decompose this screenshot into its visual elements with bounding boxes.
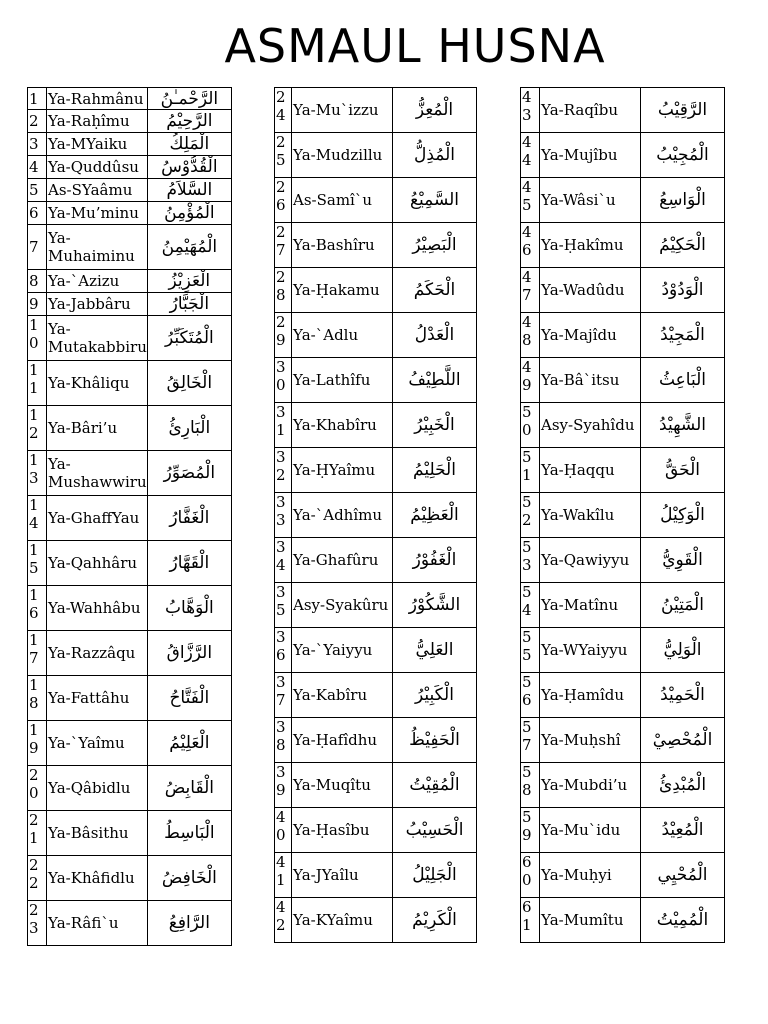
name-number: 28 [275,268,292,313]
table-row [521,133,725,178]
name-arabic: الْقَوِيُّ [641,538,725,583]
name-latin: Ya-Muḥyi [540,853,641,898]
name-arabic: الْحَسِيْبُ [393,808,477,853]
name-latin: Ya-Wâsi`u [540,178,641,223]
table-row [28,451,232,496]
name-latin: Ya-Ḥakîmu [540,223,641,268]
names-table-1 [27,87,232,946]
name-arabic: الشَّكُوْرُ [393,583,477,628]
name-arabic: الْمُقِيْتُ [393,763,477,808]
name-number: 1 [28,88,47,110]
name-number: 35 [275,583,292,628]
name-latin: Ya-Wahhâbu [47,586,148,631]
name-arabic: الْمُحْصِيْ [641,718,725,763]
name-number: 56 [521,673,540,718]
name-arabic: الْبَاسِطُ [147,811,231,856]
name-number: 12 [28,406,47,451]
name-number: 54 [521,583,540,628]
name-number: 18 [28,676,47,721]
name-number: 27 [275,223,292,268]
name-number: 48 [521,313,540,358]
name-arabic: الرَّافِعُ [147,901,231,946]
name-arabic: الْمَتِيْنُ [641,583,725,628]
name-latin: Ya-Wakîlu [540,493,641,538]
table-row [28,133,232,156]
name-latin: Ya-Bâ`itsu [540,358,641,403]
table-row [275,583,477,628]
name-arabic: الْوَهَّابُ [147,586,231,631]
name-arabic: الْجَلِيْلُ [393,853,477,898]
name-number: 52 [521,493,540,538]
name-number: 11 [28,361,47,406]
name-latin: Ya-Rahmânu [47,88,148,110]
name-arabic: الْمُحْيِي [641,853,725,898]
table-row [275,808,477,853]
table-row [521,538,725,583]
name-latin: Asy-Syakûru [292,583,393,628]
name-latin: Ya-Khâfidlu [47,856,148,901]
name-number: 58 [521,763,540,808]
table-row [275,358,477,403]
name-arabic: الْعَدْلُ [393,313,477,358]
name-latin: Ya-Bâri’u [47,406,148,451]
name-number: 31 [275,403,292,448]
name-number: 44 [521,133,540,178]
name-latin: Ya-Ḥafîdhu [292,718,393,763]
name-arabic: الْبَارِئُ [147,406,231,451]
name-number: 41 [275,853,292,898]
name-latin: Ya-Razzâqu [47,631,148,676]
table-row [28,361,232,406]
name-latin: Ya-Jabbâru [47,293,148,316]
name-arabic: الْكَرِيْمُ [393,898,477,943]
name-number: 37 [275,673,292,718]
name-number: 29 [275,313,292,358]
name-number: 55 [521,628,540,673]
name-number: 6 [28,202,47,225]
name-latin: Ya-`Adhîmu [292,493,393,538]
name-latin: Ya-Matînu [540,583,641,628]
name-latin: Ya-Ḥakamu [292,268,393,313]
name-latin: Ya-`Yaiyyu [292,628,393,673]
name-number: 5 [28,179,47,202]
name-arabic: الْقَهَّارُ [147,541,231,586]
table-row [28,676,232,721]
table-row [521,763,725,808]
table-row [275,898,477,943]
table-row [521,88,725,133]
name-arabic: الْمُتَكَبِّرُ [147,316,231,361]
name-number: 34 [275,538,292,583]
name-arabic: الْبَاعِثُ [641,358,725,403]
name-arabic: الْخَافِضُ [147,856,231,901]
name-number: 61 [521,898,540,943]
table-row [28,721,232,766]
name-number: 26 [275,178,292,223]
table-row [521,358,725,403]
name-arabic: الْمَلِكُ [147,133,231,156]
table-row [28,225,232,270]
name-arabic: الْكَبِيْرُ [393,673,477,718]
name-arabic: السَّلاَمُ [147,179,231,202]
table-row [28,88,232,110]
name-arabic: الشَّهِيْدُ [641,403,725,448]
name-latin: Ya-Mudzillu [292,133,393,178]
name-number: 42 [275,898,292,943]
table-row [521,223,725,268]
table-row [28,270,232,293]
name-latin: As-SYaâmu [47,179,148,202]
name-latin: Ya-ḤYaîmu [292,448,393,493]
name-latin: Ya-Lathîfu [292,358,393,403]
name-number: 50 [521,403,540,448]
name-number: 2 [28,110,47,133]
table-row [28,156,232,179]
name-number: 46 [521,223,540,268]
names-table-3 [520,87,725,943]
table-row [275,673,477,718]
table-row [28,316,232,361]
name-arabic: الْغَفَّارُ [147,496,231,541]
name-number: 51 [521,448,540,493]
table-row [28,202,232,225]
name-arabic: الْمُعِيْدُ [641,808,725,853]
name-number: 3 [28,133,47,156]
table-row [28,901,232,946]
name-arabic: الرَّقِيْبُ [641,88,725,133]
table-row [521,718,725,763]
name-latin: Ya-Ḥamîdu [540,673,641,718]
name-latin: Ya-Muqîtu [292,763,393,808]
table-row [275,313,477,358]
name-arabic: الْمُؤْمِنُ [147,202,231,225]
name-latin: Ya-Raḥîmu [47,110,148,133]
name-arabic: العَلِيُّ [393,628,477,673]
name-number: 20 [28,766,47,811]
table-row [275,448,477,493]
name-arabic: الْوَدُوْدُ [641,268,725,313]
name-latin: Ya-KYaîmu [292,898,393,943]
table-row [521,178,725,223]
names-table-2 [274,87,477,943]
name-number: 13 [28,451,47,496]
name-arabic: الْوَلِيُّ [641,628,725,673]
name-latin: Ya-Mu`izzu [292,88,393,133]
name-number: 4 [28,156,47,179]
name-number: 15 [28,541,47,586]
name-arabic: الرَّحِيْمُ [147,110,231,133]
name-latin: Ya-`Adlu [292,313,393,358]
name-number: 57 [521,718,540,763]
table-row [275,718,477,763]
name-latin: Ya-Khâliqu [47,361,148,406]
table-row [275,133,477,178]
name-arabic: الْعَزِيْزُ [147,270,231,293]
name-number: 7 [28,225,47,270]
page-title: ASMAUL HUSNA [224,19,606,73]
table-row [275,763,477,808]
name-arabic: الْعَظِيْمُ [393,493,477,538]
name-arabic: الْقَابِضُ [147,766,231,811]
name-number: 16 [28,586,47,631]
name-latin: Ya-Quddûsu [47,156,148,179]
name-arabic: الْحَفِيْظُ [393,718,477,763]
name-arabic: الْمَجِيْدُ [641,313,725,358]
name-latin: Ya-Bashîru [292,223,393,268]
name-latin: Ya-Qâbidlu [47,766,148,811]
name-number: 14 [28,496,47,541]
name-arabic: الْوَكِيْلُ [641,493,725,538]
name-latin: Ya-Mutakabbiru [47,316,148,361]
name-arabic: الرَّزَّاقُ [147,631,231,676]
table-row [28,496,232,541]
table-row [275,88,477,133]
name-arabic: الْمُذِلُّ [393,133,477,178]
name-arabic: الْخَبِيْرُ [393,403,477,448]
name-latin: Ya-Qahhâru [47,541,148,586]
name-latin: Ya-Mubdi’u [540,763,641,808]
name-arabic: الرَّحْمـٰنُ [147,88,231,110]
name-arabic: الْفَتَّاحُ [147,676,231,721]
name-latin: Ya-`Yaîmu [47,721,148,766]
table-row [28,586,232,631]
name-arabic: الْمُجِيْبُ [641,133,725,178]
table-row [275,538,477,583]
name-latin: Ya-GhaffYau [47,496,148,541]
table-row [275,268,477,313]
name-number: 32 [275,448,292,493]
name-number: 10 [28,316,47,361]
name-latin: Ya-Mujîbu [540,133,641,178]
name-latin: Ya-Muhaiminu [47,225,148,270]
name-latin: Ya-MYaiku [47,133,148,156]
name-number: 39 [275,763,292,808]
table-row [28,766,232,811]
name-number: 53 [521,538,540,583]
name-number: 25 [275,133,292,178]
table-row [275,628,477,673]
name-arabic: الْمُصَوِّرُ [147,451,231,496]
table-row [28,856,232,901]
table-row [521,898,725,943]
table-row [28,631,232,676]
table-row [521,808,725,853]
name-latin: As-Samî`u [292,178,393,223]
table-row [275,223,477,268]
name-number: 36 [275,628,292,673]
name-number: 24 [275,88,292,133]
name-number: 17 [28,631,47,676]
name-arabic: الْغَفُوْرُ [393,538,477,583]
name-number: 60 [521,853,540,898]
name-number: 38 [275,718,292,763]
name-latin: Ya-Qawiyyu [540,538,641,583]
name-latin: Ya-Ḥasîbu [292,808,393,853]
name-arabic: الْحَكَمُ [393,268,477,313]
name-number: 21 [28,811,47,856]
table-row [28,811,232,856]
name-latin: Ya-JYaîlu [292,853,393,898]
name-number: 9 [28,293,47,316]
table-row [28,110,232,133]
name-latin: Ya-Mushawwiru [47,451,148,496]
table-row [28,406,232,451]
name-latin: Ya-Khabîru [292,403,393,448]
name-number: 30 [275,358,292,403]
name-latin: Ya-Muḥshî [540,718,641,763]
name-number: 45 [521,178,540,223]
name-latin: Ya-Ghafûru [292,538,393,583]
name-number: 47 [521,268,540,313]
name-arabic: الْخَالِقُ [147,361,231,406]
name-latin: Ya-Bâsithu [47,811,148,856]
name-number: 40 [275,808,292,853]
name-number: 22 [28,856,47,901]
name-latin: Ya-Mumîtu [540,898,641,943]
name-arabic: الْمُعِزُّ [393,88,477,133]
table-row [28,541,232,586]
table-row [521,268,725,313]
name-latin: Ya-Ḥaqqu [540,448,641,493]
name-arabic: الْمُبْدِئُ [641,763,725,808]
name-arabic: السَّمِيْعُ [393,178,477,223]
table-row [275,853,477,898]
table-row [521,403,725,448]
name-number: 33 [275,493,292,538]
table-row [275,178,477,223]
name-latin: Ya-WYaiyyu [540,628,641,673]
table-row [521,448,725,493]
table-row [521,628,725,673]
table-row [521,853,725,898]
name-arabic: الْوَاسِعُ [641,178,725,223]
name-latin: Ya-Mu`idu [540,808,641,853]
name-arabic: الْمُهَيْمِنُ [147,225,231,270]
table-row [28,179,232,202]
name-latin: Ya-Raqîbu [540,88,641,133]
name-latin: Ya-Kabîru [292,673,393,718]
name-arabic: الْبَصِيْرُ [393,223,477,268]
name-arabic: الْمُمِيْتُ [641,898,725,943]
name-latin: Ya-`Azizu [47,270,148,293]
table-row [521,493,725,538]
name-latin: Ya-Mu’minu [47,202,148,225]
table-row [275,403,477,448]
name-number: 59 [521,808,540,853]
name-number: 19 [28,721,47,766]
name-latin: Ya-Majîdu [540,313,641,358]
name-latin: Asy-Syahîdu [540,403,641,448]
table-row [275,493,477,538]
table-row [521,673,725,718]
name-arabic: الْعَلِيْمُ [147,721,231,766]
name-arabic: الْحَقُّ [641,448,725,493]
table-row [521,313,725,358]
name-arabic: الْحَمِيْدُ [641,673,725,718]
name-number: 43 [521,88,540,133]
table-row [521,583,725,628]
name-arabic: الْقُدُّوْسُ [147,156,231,179]
name-arabic: الْجَبَّارُ [147,293,231,316]
name-number: 8 [28,270,47,293]
name-number: 49 [521,358,540,403]
name-arabic: اللَّطِيْفُ [393,358,477,403]
name-arabic: الْحَكِيْمُ [641,223,725,268]
name-number: 23 [28,901,47,946]
name-latin: Ya-Fattâhu [47,676,148,721]
name-latin: Ya-Wadûdu [540,268,641,313]
name-latin: Ya-Râfi`u [47,901,148,946]
name-arabic: الْحَلِيْمُ [393,448,477,493]
table-row [28,293,232,316]
